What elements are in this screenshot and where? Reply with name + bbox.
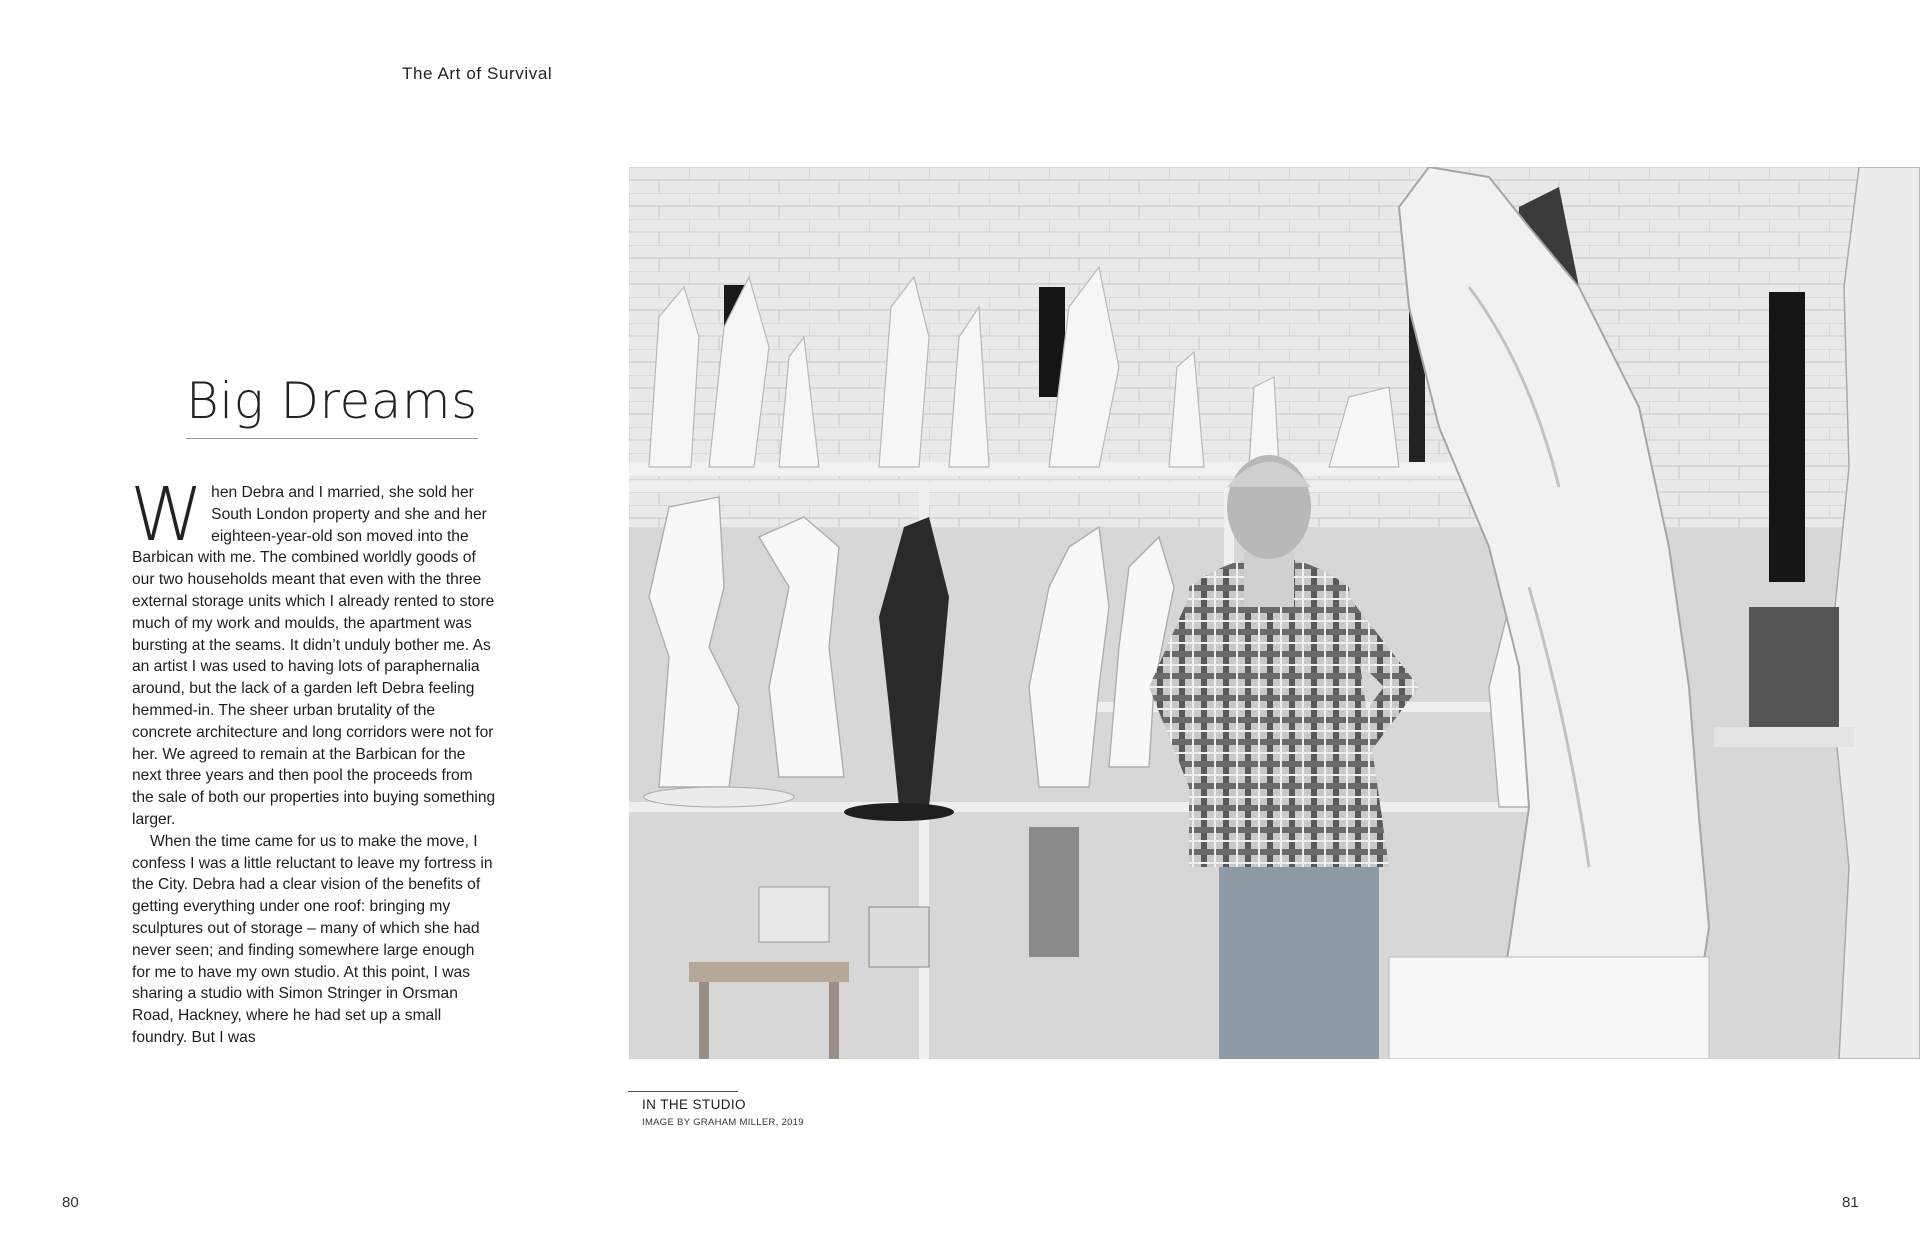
caption-credit: IMAGE BY GRAHAM MILLER, 2019: [642, 1117, 804, 1128]
studio-photo: [629, 167, 1920, 1059]
page-number-left: 80: [62, 1194, 79, 1211]
body-text: [130, 472, 496, 1049]
caption-rule: [628, 1091, 738, 1092]
drop-cap: W: [130, 472, 204, 558]
chapter-title: Big Dreams: [186, 372, 478, 439]
paragraph-2: When the time came for us to make the move, I confess I was a little reluctant to leave my fortress in the City. Debra had a clear vision of the benefits of getting everything under one roof: bringing my sculptures out of storage – many of which she had never seen; and finding somewhere large enough for me to have my own studio. At this point, I was sharing a studio with Simon Stringer in Orsman Road, Hackney, where he had set up a small foundry. But I was: [132, 832, 493, 1046]
running-head: The Art of Survival: [402, 64, 553, 83]
paragraph-1-text: hen Debra and I married, she sold her South London property and she and her eighteen-year-old son moved into the Barbican with me. The combined worldly goods of our two households meant that even with the three external storage units which I already rented to store much of my work and moulds, the apartment was bursting at the seams. It didn’t unduly bother me. As an artist I was used to having lots of paraphernalia around, but the lack of a garden left Debra feeling hemmed-in. The sheer urban brutality of the concrete architecture and long corridors were not for her. We agreed to remain at the Barbican for the next three years and then pool the proceeds from the sale of both our properties into buying something larger.: [132, 484, 496, 828]
page-number-right: 81: [1842, 1194, 1859, 1211]
dark-board: [1749, 607, 1839, 727]
studio-photo-illustration: [629, 167, 1920, 1059]
paragraph-1: [130, 472, 496, 831]
caption-title: IN THE STUDIO: [642, 1097, 746, 1112]
